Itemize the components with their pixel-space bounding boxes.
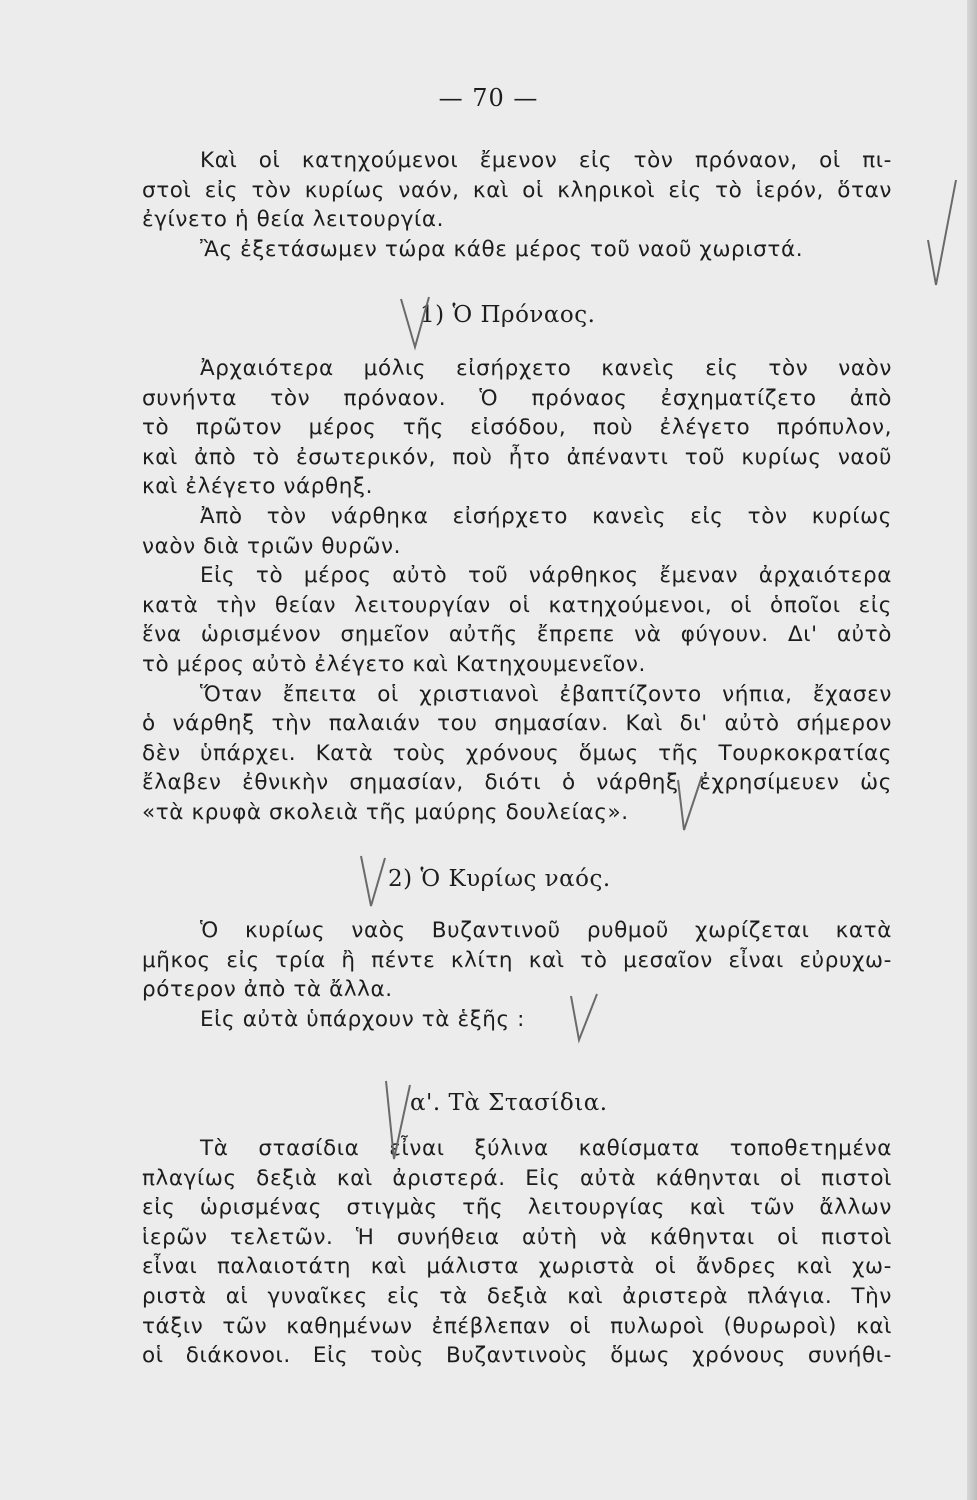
text-line: συνήντα τὸν πρόναον. Ὁ πρόναος ἐσχηματίζετο ἀπὸ [142, 385, 892, 411]
text-line: μῆκος εἰς τρία ἢ πέντε κλίτη καὶ τὸ μεσαῖον εἶναι εὐρυχω- [142, 947, 892, 973]
text-line: ριστὰ αἱ γυναῖκες εἰς τὰ δεξιὰ καὶ ἀριστερὰ πλάγια. Τὴν [142, 1283, 892, 1309]
section-heading-stasidia: α'. Τὰ Στασίδια. [410, 1090, 608, 1116]
text-line: Ἀρχαιότερα μόλις εἰσήρχετο κανεὶς εἰς τὸν ναὸν [200, 356, 892, 381]
text-line: Τὰ στασίδια εἶναι ξύλινα καθίσματα τοποθετημένα [200, 1136, 892, 1161]
text-line: «τὰ κρυφὰ σκολειὰ τῆς μαύρης δουλείας». [142, 799, 629, 825]
text-line: ὁ νάρθηξ τὴν παλαιάν του σημασίαν. Καὶ δι' αὐτὸ σήμερον [142, 711, 892, 737]
text-line: καὶ ἀπὸ τὸ ἐσωτερικόν, ποὺ ἦτο ἀπέναντι τοῦ κυρίως ναοῦ [142, 444, 892, 470]
text-line: ἱερῶν τελετῶν. Ἡ συνήθεια αὐτὴ νὰ κάθηνται οἱ πιστοὶ [142, 1224, 892, 1250]
pencil-checkmark-icon [900, 170, 960, 300]
text-line: Καὶ οἱ κατηχούμενοι ἔμενον εἰς τὸν πρόναον, οἱ πι- [200, 148, 892, 173]
section-pronaos-body [142, 354, 892, 828]
text-line: Ἂς ἐξετάσωμεν τώρα κάθε μέρος τοῦ ναοῦ χωριστά. [200, 236, 804, 262]
text-line: Ἀπὸ τὸν νάρθηκα εἰσήρχετο κανεὶς εἰς τὸν κυρίως [200, 503, 892, 529]
text-line: εἶναι παλαιοτάτη καὶ μάλιστα χωριστὰ οἱ ἄνδρες καὶ χω- [142, 1254, 892, 1280]
text-line: τάξιν τῶν καθημένων ἐπέβλεπαν οἱ πυλωροὶ (θυρωροὶ) καὶ [142, 1313, 892, 1339]
text-line: τὸ πρῶτον μέρος τῆς εἰσόδου, ποὺ ἐλέγετο πρόπυλον, [142, 415, 892, 441]
text-line: καὶ ἐλέγετο νάρθηξ. [142, 474, 374, 500]
page-edge-shadow [967, 0, 977, 1500]
text-line: δὲν ὑπάρχει. Κατὰ τοὺς χρόνους ὅμως τῆς Τουρκοκρατίας [142, 740, 892, 766]
text-line: ρότερον ἀπὸ τὰ ἄλλα. [142, 977, 393, 1003]
intro-paragraph [142, 146, 892, 264]
section-heading-kyrios-naos: 2) Ὁ Κυρίως ναός. [388, 866, 611, 892]
text-line: ναὸν διὰ τριῶν θυρῶν. [142, 533, 402, 559]
section-heading-pronaos: 1) Ὁ Πρόναος. [420, 302, 596, 328]
text-line: πλαγίως δεξιὰ καὶ ἀριστερά. Εἰς αὐτὰ κάθηνται οἱ πιστοὶ [142, 1165, 892, 1191]
section-stasidia-body [142, 1134, 892, 1371]
page-number: — 70 — [438, 84, 539, 112]
text-line: εἰς ὡρισμένας στιγμὰς τῆς λειτουργίας καὶ τῶν ἄλλων [142, 1195, 892, 1221]
text-line: κατὰ τὴν θείαν λειτουργίαν οἱ κατηχούμενοι, οἱ ὁποῖοι εἰς [142, 592, 892, 618]
text-line: στοὶ εἰς τὸν κυρίως ναόν, καὶ οἱ κληρικοὶ εἰς τὸ ἱερόν, ὅταν [142, 177, 892, 203]
text-line: Εἰς τὸ μέρος αὐτὸ τοῦ νάρθηκος ἔμεναν ἀρχαιότερα [200, 563, 892, 589]
text-line: ἐγίνετο ἡ θεία λειτουργία. [142, 207, 445, 233]
text-line: ἔλαβεν ἐθνικὴν σημασίαν, διότι ὁ νάρθηξ ἐχρησίμευεν ὡς [142, 770, 892, 796]
text-line: Ὅταν ἔπειτα οἱ χριστιανοὶ ἐβαπτίζοντο νήπια, ἔχασεν [200, 681, 892, 707]
text-line: ἕνα ὡρισμένον σημεῖον αὐτῆς ἔπρεπε νὰ φύγουν. Δι' αὐτὸ [142, 622, 892, 648]
text-line: Ὁ κυρίως ναὸς Βυζαντινοῦ ρυθμοῦ χωρίζεται κατὰ [200, 918, 892, 943]
text-line: Εἰς αὐτὰ ὑπάρχουν τὰ ἑξῆς : [200, 1006, 526, 1032]
text-line: οἱ διάκονοι. Εἰς τοὺς Βυζαντινοὺς ὅμως χρόνους συνήθι- [142, 1343, 892, 1369]
section-kyrios-naos-body [142, 916, 892, 1034]
text-line: τὸ μέρος αὐτὸ ἐλέγετο καὶ Κατηχουμενεῖον. [142, 651, 646, 677]
